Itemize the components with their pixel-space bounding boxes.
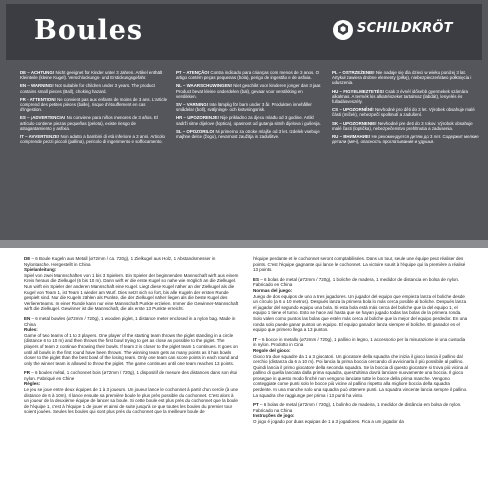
divider-strip [0,240,488,248]
instruction-contents [253,337,468,348]
instructions-column-2 [253,256,468,429]
warning-code: RU – ВНИМАНИЕ! [332,134,371,140]
warning-code: HU – FIGYELMEZTETÉS! [332,88,384,94]
warning-body: Nevhodné pre deti do 3 rokov. Výrobok obsahuje malé časti (loptička), nebezpečenstvo prehltnutia a zadusenia. [332,120,473,131]
warning-text [20,83,168,93]
warning-text [176,102,324,112]
warning-text [332,121,480,131]
instruction-lang-code: DE [24,256,31,261]
warning-body: Ne convient pas aux enfants de moins de 3 ans. L'article comprend des petites pièces (balle), risque d'étouffement en cas d'ingestion. [20,96,168,113]
instruction-lang-code: ES [253,276,260,282]
instructions-column-1 [24,256,239,419]
warning-text [176,129,324,139]
instruction-contents-text: – 6 boules métal, 1 cochonnet bois (ø72mm / 720g), 1 dispositif de mesure des distances dans son étui nylon. Fabriqué en Chine [24,370,238,381]
instruction-section [253,256,468,273]
instruction-contents [253,277,468,288]
instruction-contents-text: l'équipe perdante et le cochonnet seront comptabilisées. Dans un tour, seule une équipe peut réaliser des points. C'est l'équipe gagnante qui lance le cochonnet. La victoire sourit à l'équipe qui la première a réalisé 13 points. [253,256,466,273]
instruction-section [24,370,239,415]
instruction-body: O jogo é jogado por duas equipas de 1 a 3 jogadores. Fica a um jogador da [253,419,404,425]
warning-column-1 [20,70,168,147]
warning-code: EN – WARNING! [20,83,54,89]
instruction-heading: Regole del gioco: [253,347,291,353]
warning-body: Nie nadaje się dla dzieci w wieku poniżej 3 lat. Artykuł zawiera drobne elementy (piłkę), niebezpieczeństwo połknięcia i uduszenia. [332,70,472,86]
warning-code: IT – AVVERTENZE! [20,134,60,140]
instruction-heading: Instruções de jogo: [253,413,295,419]
instruction-lang-code: IT [253,336,257,342]
instruction-lang-code: PT [253,402,259,408]
instruction-contents [24,256,239,267]
warning-body: Nicht geeignet für Kinder unter 3 Jahren. Artikel enthält Kleinteile (kleine Kugel). Verschluckungs- und Erstickungsgefahr. [20,70,163,81]
warning-body: No conviene para niños menores de 3 años. El artículo contiene piezas pequeñas (pelota), existe riesgo de atragantamiento y asfixia. [20,115,158,131]
instruction-contents-text: – 6 metal bowles (ø72mm / 720g), 1 wooden piglet, 1 distance meter enclosed in a nylon bag. Made in China [24,315,236,327]
warning-text [332,70,480,86]
warning-panel [0,0,488,240]
warning-body: Inte lämplig för barn under 3 år. Produkten innehåller smådelar (boll), sväljnings- och kvävningsrisk. [176,102,312,113]
warning-body: Nije prikladno za djecu mlađu od 3 godine. Artikl sadrži sitne dijelove (loptica), opasnost od gutanja sitnih dijelova i gušenja. [176,115,321,126]
instruction-contents [24,370,239,381]
warning-code: NL – WAARSCHUWINGEN! [176,83,233,89]
instruction-body: Gioco tra due squadre da 1 a 3 giocatori. Un giocatore della squadra che inizia il gioco lancia il pallino dal cerchio (distanza da 6 a 10 m). Poi lancia la prima boccia cercando di avvicinarla il più possibile al pallino. Quindi lancia il primo giocatore della seconda squadra. Se la boccia di questo giocatore si trova più vicina al pallino di quella lanciata dalla prima squadra, quest'ultima dovrà lanciare nuovamente una boccia. Il gioco prosegue in questo modo finché non vengono lanciate tutte le bocce della prima manche. Vengono conteggiate come punti solo le bocce più vicine al pallino rispetto alla migliore boccia della squadra perdente. In una manche solo una squadra può ottenere punti. La squadra vincente lancia sempre il pallino. La squadra che raggiunge per prima i 13 punti ha vinto. [253,353,468,398]
warning-code: PT – ATENÇÃO! [176,70,210,75]
warning-code: SK – UPOZORNENIE! [332,120,377,126]
warning-code: PL – OSTRZEŻENIE! [332,70,375,75]
warning-body: Non adatto a bambini di età inferiore a 3 anni. Articolo comprende pezzi piccoli (pallina), pericolo di ingerimento e soffocamento. [20,134,165,145]
instruction-section [24,316,239,366]
warning-body: Not suitable for children under 3 years. The product contains small pieces (Ball), choking hazard. [20,83,155,94]
turtle-shell-icon [332,19,354,41]
instruction-heading: Spielanleitung: [24,267,57,273]
warning-code: CS – UPOZORNĚNÍ! [332,107,374,113]
warning-text [176,115,324,125]
warning-body: Не рекомендуется детям до 3 лет. Содержит мелкие детали (мяч), опасность проглатывания и удушья. [332,134,479,145]
instruction-contents-text: – 6 bolas de metal (ø72mm / 720g), 1 bolinho de madeira, 1 medidor de distância em bolsa de nylon. Fabricado na China [253,402,462,413]
warning-body: Csak 3 évnél idősebb gyermekek számára alkalmas. A termék kis alkatrészeket tartalmaz (labdát), lenyelés és fulladásveszély. [332,88,468,105]
warning-text [20,115,168,131]
instruction-contents [24,316,239,327]
warning-body: Ni primerno za otroke mlajše od 3 let. Izdelek vsebuje majhne delce (žogo), nevarnost zaužitja in zadušitve. [176,128,320,140]
instruction-section [253,277,468,333]
warning-text [176,70,324,80]
instruction-section [24,256,239,312]
warning-text [20,70,168,80]
instruction-heading: Normas del juego: [253,287,293,293]
warning-code: FR - ATTENTION! [20,96,56,102]
warning-text [332,89,480,105]
instruction-body: Spiel von zwei Mannschaften von 1 bis 3 Spielern. Ein Spieler der beginnenden Mannschaft wirft aus einem Kreis heraus die Zielkugel (6 bis 10 m). Dann wirft er die erste Kugel so nahe wie möglich an die Zielkugel. Nun wirft ein Spieler der anderen Mannschaft eine Kugel. Liegt diese Kugel näher an der Zielkugel als die Kugel von Team 1, ist Team 1 wieder am Wurf. Dies setzt sich so fort, bis alle Kugeln der ersten Runde gespielt sind. Nur die Kugeln zählen als Punkte, die der Zielkugel näher liegen als die beste Kugel des Verliererteams. In einer Runde kann nur eine Mannschaft Punkte erzielen. Immer die Gewinner-Mannschaft wirft die Zielkugel. Gewinner ist die Mannschaft, die als erste 13 Punkte erreicht. [24,272,239,312]
warning-text [332,107,480,117]
warning-code: HR – UPOZORENJE! [176,115,219,121]
warning-text [20,134,168,144]
warning-body: Niet geschikt voor kinderen jonger dan 3 jaar. Product bevat kleine onderdelen (bal), gevaar voor verstikking en verslikken. [176,83,322,99]
instruction-contents [253,402,468,413]
warning-text [176,83,324,99]
warning-column-2 [176,70,324,142]
warning-body: Nevhodné pro děti do 3 let. Výrobek obsahuje malé části (míček), nebezpečí spolknutí a zadušení. [332,107,475,118]
warning-code: SL – OPOZORILO! [176,128,215,134]
instruction-heading: Règles: [24,381,41,387]
instruction-section [253,402,468,424]
header-band [6,4,482,60]
warning-column-3 [332,70,480,147]
instruction-contents-text: – 6 Boule Kugeln aus Metall (ø72mm / ca. 720g), 1 Zielkugel aus Holz, 1 Abstandsmesser in Nylontasche. Hergestellt in China [24,256,216,267]
warning-text [20,97,168,113]
warning-code: DE – ACHTUNG! [20,70,55,75]
instruction-heading: Rules: [24,327,38,333]
warning-text [332,134,480,144]
instruction-body: Le jeu se joue entre deux équipes de 1 à 3 joueurs. Un joueur lance le cochonnet à partir d'un cercle (à une distance de 6 à 10m). Il lance ensuite sa première boule le plus près possible du cochonnet. C'est alors à un joueur de la deuxième équipe de lancer sa boule. Si cette boule est plus près du cochonnet que la boule de l'équipe 1, c'est à l'équipe 1 de jouer et ainsi de suite jusqu'à ce que toutes les boules du premier tour soient jouées. Seules les boules qui sont plus près du cochonnet que la meilleure boule de [24,387,239,415]
warning-code: SV – VARNING! [176,102,209,108]
instruction-section [253,337,468,399]
warning-body: Contra indicado para crianças com menos de 3 anos. O artigo contém peças pequenas (bola), perigo de ingestão e de asfixia. [176,70,320,81]
instruction-body: Juego de dos equipos de uno a tres jugadores. Un jugador del equipo que empieza lanza el boliche desde un círculo (a 6 o 10 metros). Después lanza la primera bola lo más cerca posible al boliche. Después lanza el jugador del segundo equipo una bola. Si esta bola está más cerca del boliche que la del equipo 1, el equipo 1 tiene el turno. Esto se hace así hasta que se hayan jugado todas las bolas de la primera ronda. Solo valen como puntos las bolas que estén más cerca al boliche que la mejor del equipo perdedor. En una ronda solo puede ganar puntos un equipo. El equipo ganador lanza siempre el boliche. El ganador es el equipo que primero llega a 13 puntos. [253,293,468,333]
instruction-contents [253,256,468,273]
instruction-contents-text: – 6 bocce in metallo (ø72mm / 720g), 1 pallino in legno, 1 accessorio per la misurazione in una custodia in nylon. Prodotto in Cina [253,336,466,348]
brand-logo-text: SCHILDKRÖT [357,21,453,36]
warning-code: ES – ¡ADVERTENCIA! [20,115,66,121]
instruction-lang-code: EN [24,315,31,321]
page-title: Boules [34,15,144,46]
instruction-body: Game of two teams of 1 to 3 players. One player of the starting team throws the piglet standing in a circle (distance 6 to 10 m) and then throws the first bowl trying to get as close as possible to the piglet. The players of team 2 continue throwing their bowls. If team 2 is closer to the piglet team 1 continues. It goes on until all bowls in the first round have been thrown. The winning team gets as many points as it has bowls closer to the piglet than the best bowl of the losing team. Only one team can score points in each round and only the winner team is allowed to throw the piglet. The game continues until one team reaches 13 points. [24,332,239,366]
instruction-contents-text: – 6 bolas de metal (ø72mm / 720g), 1 boliche de madera, 1 medidor de distancia en bolsa de nylon. Fabricado en China [253,276,460,288]
instruction-lang-code: FR [24,370,30,376]
